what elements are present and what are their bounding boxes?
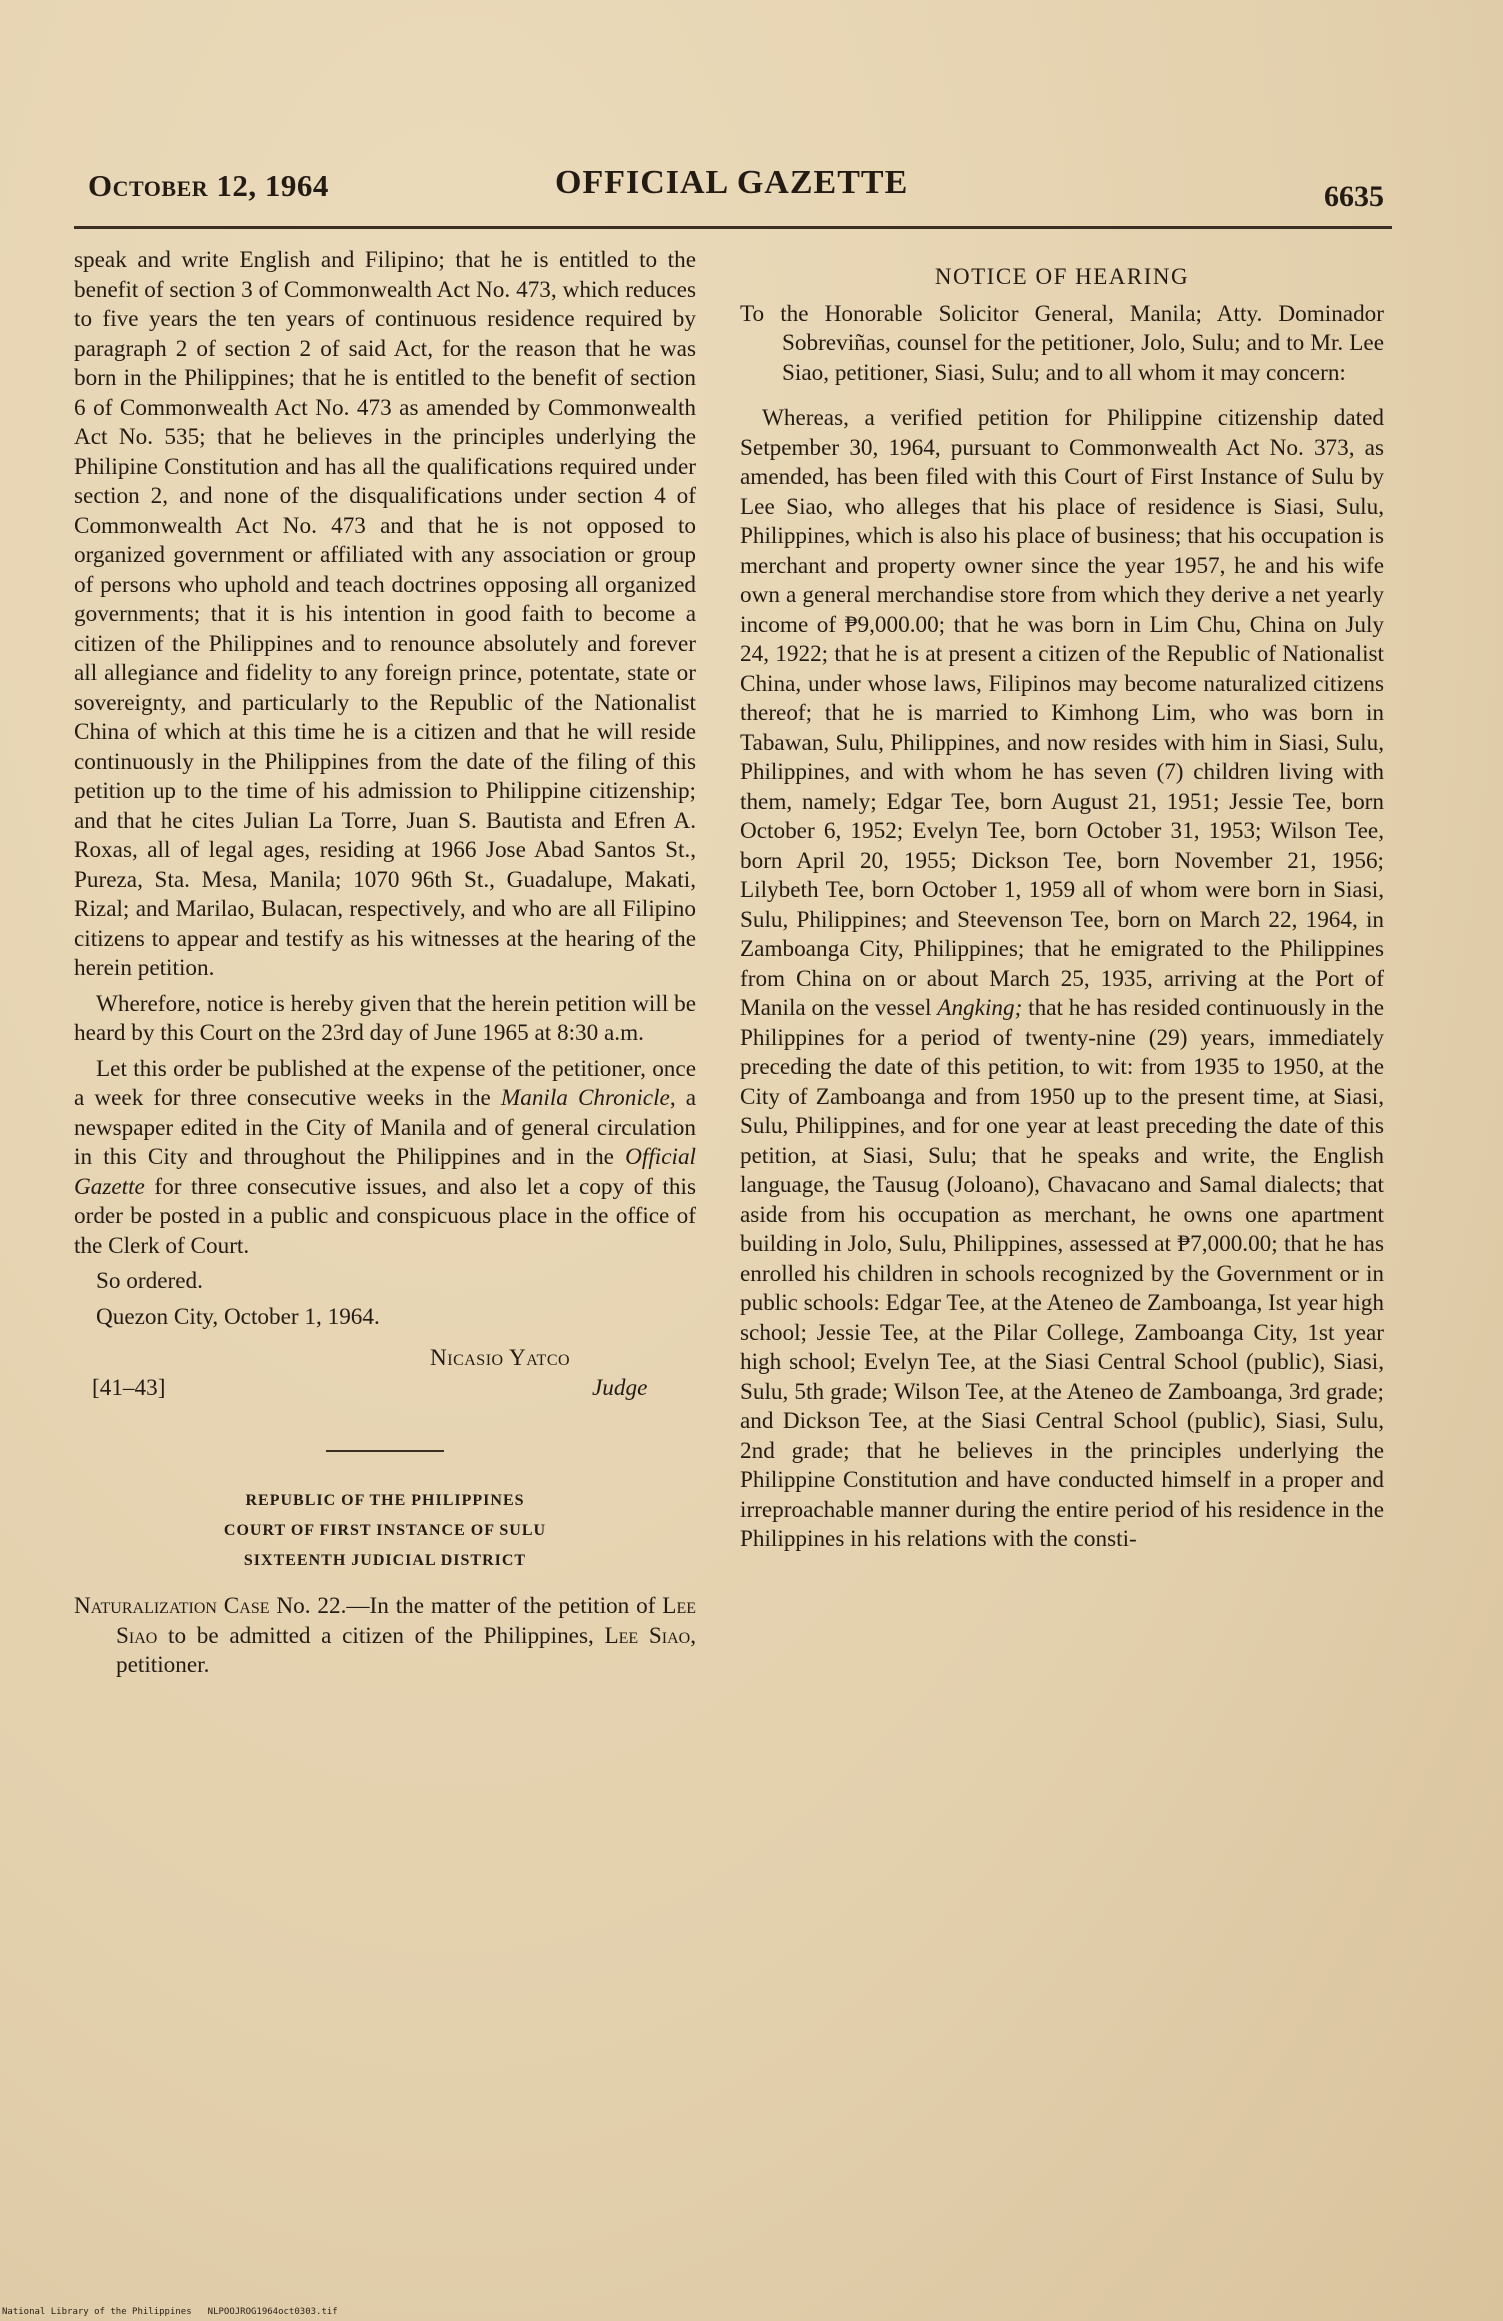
publication-order-paragraph: Let this order be published at the expense of the petitioner, once a week for three consecutive weeks in the Manila Chronicle, a newspaper edited in the City of Manila and of general circulation in this City and throughout the Philippines and in the Official Gazette for three consecutive issues, and also let a copy of this order be posted in a public and conspicuous place in the office of the Clerk of Court.: [74, 1055, 697, 1259]
reference-code: [41–43]: [92, 1375, 166, 1401]
case-caption: Naturalization Case No. 22.—In the matter of the petition of Lee Siao to be admitted a citizen of the Philippines, Lee Siao, petitioner.: [74, 1593, 696, 1678]
whereas-paragraph: Whereas, a verified petition for Philippine citizenship dated Setpember 30, 1964, pursuant to Commonwealth Act No. 373, as amended, has been filed with this Court of First Instance of Sulu by Lee Siao, who alleges that his place of residence is Siasi, Sulu, Philippines, which is also his place of business; that his occupation is merchant and property owner since the year 1957, he and his wife own a general merchandise store from which they derive a net yearly income of ₱9,000.00; that he was born in Lim Chu, China on July 24, 1922; that he is at present a citizen of the Republic of Nationalist China, under whose laws, Filipinos may become naturalized citizens thereof; that he is married to Kimhong Lim, who was born in Tabawan, Sulu, Philippines, and now resides with him in Siasi, Sulu, Philippines, and with whom he has seven (7) children living with them, namely; Edgar Tee, born August 21, 1951; Jessie Tee, born October 6, 1952; Evelyn Tee, born October 31, 1953; Wilson Tee, born April 20, 1955; Dickson Tee, born November 21, 1956; Lilybeth Tee, born October 1, 1959 all of whom were born in Siasi, Sulu, Philippines; and Steevenson Tee, born on March 22, 1964, in Zamboanga City, Philippines; that he emigrated to the Philippines from China on or about March 25, 1935, arriving at the Port of Manila on the vessel Angking; that he has resided continuously in the Philippines for a period of twenty-nine (29) years, immediately preceding the date of this petition, to wit: from 1935 to 1950, at the City of Zamboanga and from 1950 up to the present time, at Siasi, Sulu, Philippines, and for one year at least preceding the date of this petition, at Siasi, Sulu; that he speaks and write, the English language, the Tausug (Joloano), Chavacano and Samal dialects; that aside from his occupation as merchant, he owns one apartment building in Jolo, Sulu, Philippines, assessed at ₱7,000.00; that he has enrolled his children in schools recognized by the Government or in public schools: Edgar Tee, at the Ateneo de Zamboanga, Ist year high school; Jessie Tee, at the Pilar College, Zamboanga City, 1st year high school; Evelyn Tee, at the Siasi Central School (public), Siasi, Sulu, 5th grade; Wilson Tee, at the Ateneo de Zamboanga, 3rd grade; and Dickson Tee, at the Siasi Central School (public), Siasi, Sulu, 2nd grade; that he believes in the principles underlying the Philippine Constitution and have conducted himself in a proper and irreproachable manner during the entire period of his residence in the Philippines in his relations with the consti-: [740, 405, 1384, 1552]
judge-name: Nicasio Yatco: [430, 1345, 571, 1371]
file-name: NLPOOJROG1964oct0303.tif: [207, 2307, 338, 2317]
scan-footer: [2, 2307, 338, 2317]
right-column: [740, 246, 1384, 1555]
page-header: [0, 158, 1503, 218]
court-line-republic: REPUBLIC OF THE PHILIPPINES: [245, 1492, 525, 1509]
newspaper-name: Manila Chronicle: [500, 1085, 670, 1111]
notice-title: NOTICE OF HEARING: [934, 264, 1190, 289]
judge-title: Judge: [592, 1375, 648, 1401]
addressees: To the Honorable Solicitor General, Manila; Atty. Dominador Sobreviñas, counsel for the petitioner, Jolo, Sulu; and to Mr. Lee Siao, petitioner, Siasi, Sulu; and to all whom it may concern:: [740, 300, 1384, 386]
court-line-district: SIXTEENTH JUDICIAL DISTRICT: [243, 1552, 527, 1569]
petition-continuation-paragraph: speak and write English and Filipino; that he is entitled to the benefit of section 3 of Commonwealth Act No. 473, which reduces to five years the ten years of continuous residence required by paragraph 2 of section 2 of said Act, for the reason that he was born in the Philippines; that he is entitled to the benefit of section 6 of Commonwealth Act No. 473 as amended by Commonwealth Act No. 535; that he believes in the principles underlying the Philipine Constitution and has all the qualifications required under section 2, and none of the disqualifications under section 4 of Commonwealth Act No. 473 and that he is not opposed to organized government or affiliated with any association or group of persons who uphold and teach doctrines opposing all organized governments; that it is his intention in good faith to become a citizen of the Philippines and to renounce absolutely and forever all allegiance and fidelity to any foreign prince, potentate, state or sovereignty, and particularly to the Republic of the Nationalist China of which at this time he is a citizen and that he will reside continuously in the Philippines from the date of the filing of this petition up to the time of his admission to Philippine citizenship; and that he cites Julian La Torre, Juan S. Bautista and Efren A. Roxas, all of legal ages, residing at 1966 Jose Abad Santos St., Pureza, Sta. Mesa, Manila; 1070 96th St., Guadalupe, Makati, Rizal; and Marilao, Bulacan, respectively, and who are all Filipino citizens to appear and testify as his witnesses at the hearing of the herein petition.: [74, 247, 696, 981]
court-heading: [74, 1486, 696, 1576]
publication-title: OFFICIAL GAZETTE: [555, 164, 909, 201]
so-ordered: So ordered.: [96, 1268, 203, 1294]
gazette-name: Official Gazette: [74, 1144, 696, 1200]
place-and-date: Quezon City, October 1, 1964.: [96, 1303, 380, 1330]
court-line-court: COURT OF FIRST INSTANCE OF SULU: [223, 1522, 547, 1539]
library-credit: National Library of the Philippines: [2, 2307, 192, 2317]
vessel-name: Angking;: [937, 995, 1023, 1021]
petitioner-name-2: Lee Siao: [604, 1622, 691, 1649]
case-label: Naturalization Case: [74, 1593, 270, 1619]
header-rule: [74, 226, 1392, 229]
issue-date: October 12, 1964: [88, 168, 329, 203]
signature-block: [74, 1344, 696, 1406]
wherefore-paragraph: Wherefore, notice is hereby given that the herein petition will be heard by this Court on the 23rd day of June 1965 at 8:30 a.m.: [74, 990, 696, 1046]
petitioner-name: Lee Siao: [116, 1593, 696, 1649]
left-column: [74, 246, 696, 1681]
page-number: 6635: [1324, 180, 1384, 213]
section-divider: [326, 1450, 444, 1452]
